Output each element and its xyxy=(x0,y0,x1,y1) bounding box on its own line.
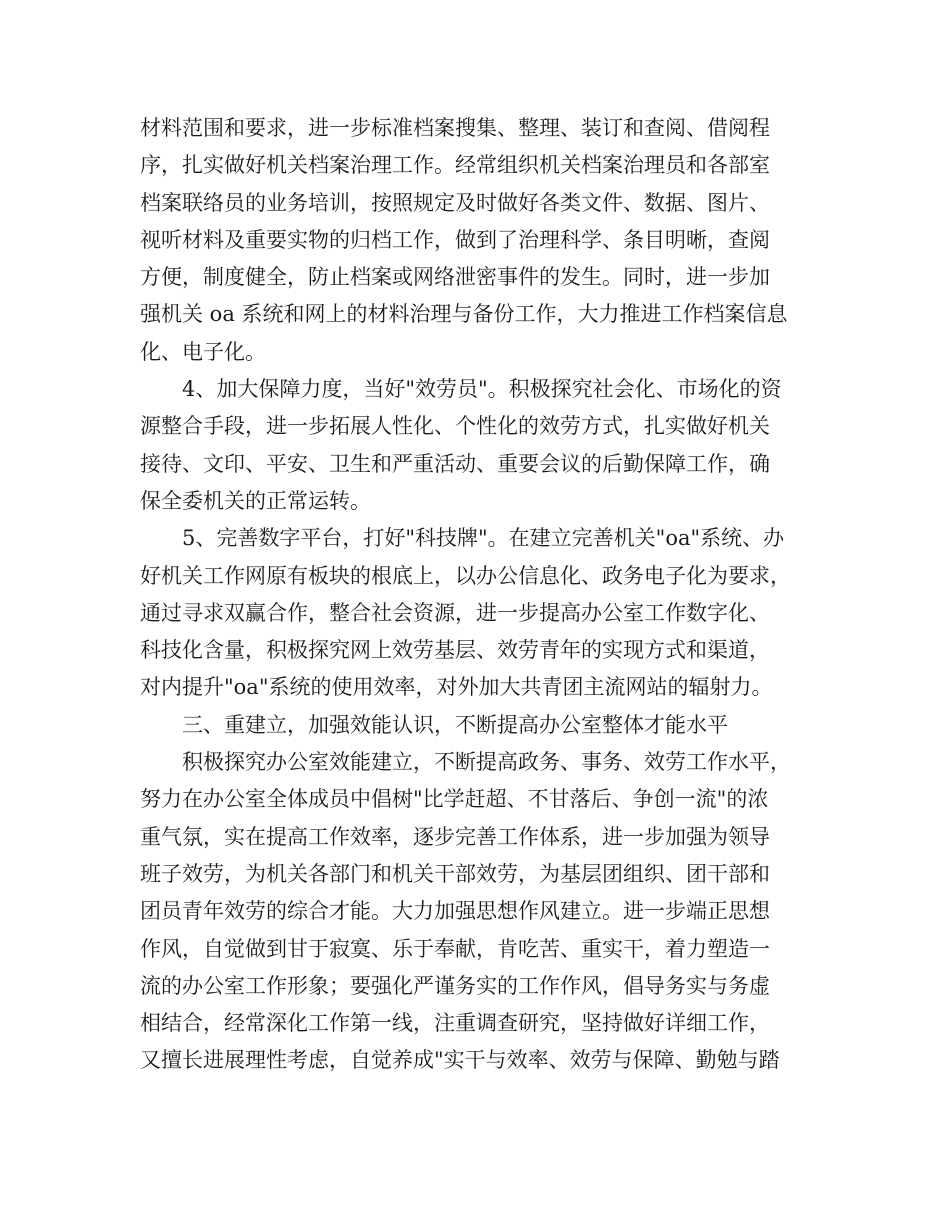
text-line: 序，扎实做好机关档案治理工作。经常组织机关档案治理员和各部室 xyxy=(140,153,770,178)
text-line: 接待、文印、平安、卫生和严重活动、重要会议的后勤保障工作，确 xyxy=(140,451,770,476)
text-line: 通过寻求双赢合作，整合社会资源，进一步提高办公室工作数字化、 xyxy=(140,600,770,625)
text-line: 保全委机关的正常运转。 xyxy=(140,488,371,513)
text-line: 视听材料及重要实物的归档工作，做到了治理科学、条目明晰，查阅 xyxy=(140,227,770,252)
document-body xyxy=(140,110,830,1080)
text-line: 又擅长进展理性考虑，自觉养成"实干与效率、效劳与保障、勤勉与踏 xyxy=(140,1048,780,1073)
text-line: 化、电子化。 xyxy=(140,339,266,364)
text-line: 三、重建立，加强效能认识，不断提高办公室整体才能水平 xyxy=(182,712,728,737)
text-line: 积极探究办公室效能建立，不断提高政务、事务、效劳工作水平， xyxy=(182,750,791,775)
text-line: 强机关 oa 系统和网上的材料治理与备份工作，大力推进工作档案信息 xyxy=(140,302,788,327)
text-line: 相结合，经常深化工作第一线，注重调查研究，坚持做好详细工作， xyxy=(140,1011,770,1036)
text-line: 档案联络员的业务培训，按照规定及时做好各类文件、数据、图片、 xyxy=(140,190,770,215)
text-line: 材料范围和要求，进一步标准档案搜集、整理、装订和查阅、借阅程 xyxy=(140,116,770,140)
text-line: 5、完善数字平台，打好"科技牌"。在建立完善机关"oa"系统、办 xyxy=(182,526,785,551)
text-line: 对内提升"oa"系统的使用效率，对外加大共青团主流网站的辐射力。 xyxy=(140,675,773,700)
text-line: 源整合手段，进一步拓展人性化、个性化的效劳方式，扎实做好机关 xyxy=(140,414,770,439)
text-line: 方便，制度健全，防止档案或网络泄密事件的发生。同时，进一步加 xyxy=(140,265,770,290)
text-line: 4、加大保障力度，当好"效劳员"。积极探究社会化、市场化的资 xyxy=(182,377,782,402)
text-line: 流的办公室工作形象；要强化严谨务实的工作作风，倡导务实与务虚 xyxy=(140,973,770,998)
text-line: 作风，自觉做到甘于寂寞、乐于奉献，肯吃苦、重实干，着力塑造一 xyxy=(140,936,770,961)
text-line: 班子效劳，为机关各部门和机关干部效劳，为基层团组织、团干部和 xyxy=(140,861,770,886)
text-line: 努力在办公室全体成员中倡树"比学赶超、不甘落后、争创一流"的浓 xyxy=(140,787,769,812)
text-line: 重气氛，实在提高工作效率，逐步完善工作体系，进一步加强为领导 xyxy=(140,824,770,849)
text-line: 好机关工作网原有板块的根底上，以办公信息化、政务电子化为要求， xyxy=(140,563,791,588)
text-line: 科技化含量，积极探究网上效劳基层、效劳青年的实现方式和渠道， xyxy=(140,638,770,663)
text-line: 团员青年效劳的综合才能。大力加强思想作风建立。进一步端正思想 xyxy=(140,899,770,924)
